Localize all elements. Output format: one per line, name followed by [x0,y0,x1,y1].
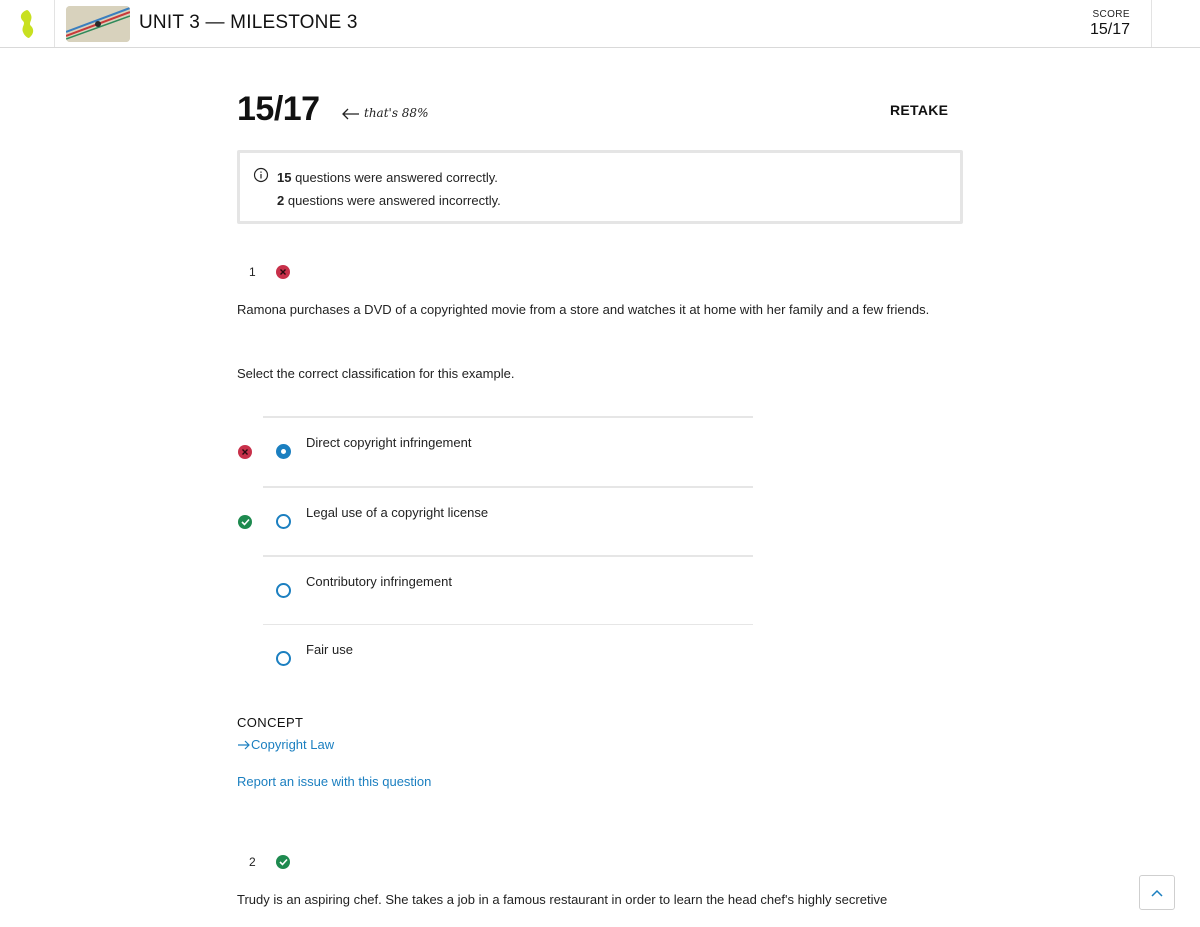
concept-link-text: Copyright Law [251,737,335,752]
incorrect-count: 2 [277,193,285,208]
header-score [1060,0,1152,47]
option-label: Legal use of a copyright license [306,505,489,520]
correct-status-icon [276,855,290,869]
retake-button[interactable]: RETAKE [890,102,949,118]
radio-selected[interactable] [276,444,291,459]
info-icon [253,167,269,183]
correct-count: 15 [277,170,292,185]
percent-note [340,106,428,120]
option-label: Contributory infringement [306,574,452,589]
answer-option[interactable] [263,555,753,624]
incorrect-text: questions were answered incorrectly. [284,193,501,208]
top-bar [0,0,1200,48]
report-issue-link[interactable]: Report an issue with this question [237,774,432,789]
arrow-right-icon [237,740,251,750]
answer-option[interactable] [263,416,753,485]
correct-summary [277,170,498,185]
question-number: 2 [249,855,256,869]
concept-link[interactable] [237,737,334,752]
scroll-to-top-button[interactable] [1139,875,1175,910]
radio-unselected[interactable] [276,583,291,598]
incorrect-summary [277,193,501,208]
question-instruction: Select the correct classification for this example. [237,366,515,381]
incorrect-status-icon [276,265,290,279]
sophia-logo-icon [15,8,39,40]
question-number: 1 [249,265,256,279]
question-prompt: Ramona purchases a DVD of a copyrighted movie from a store and watches it at home with her family and a few friends. [237,302,930,317]
curved-arrow-icon [340,106,360,120]
answer-option[interactable] [263,624,753,693]
score-value: 15/17 [1089,21,1130,38]
concept-label: CONCEPT [237,715,304,730]
correct-answer-icon [238,515,252,529]
answer-option[interactable] [263,486,753,555]
milestone-thumbnail [66,6,130,42]
chevron-up-icon [1151,889,1163,897]
big-score: 15/17 [237,90,320,128]
result-summary-box [237,150,963,224]
radio-unselected[interactable] [276,651,291,666]
incorrect-answer-icon [238,445,252,459]
unit-title: UNIT 3 — MILESTONE 3 [139,12,358,33]
option-label: Fair use [306,642,353,657]
question-prompt: Trudy is an aspiring chef. She takes a job in a famous restaurant in order to learn the head chef's highly secretive [237,892,888,907]
percent-note-text: that's 88% [364,106,429,120]
radio-unselected[interactable] [276,514,291,529]
option-label: Direct copyright infringement [306,435,472,450]
logo-cell[interactable] [0,0,55,47]
correct-text: questions were answered correctly. [291,170,498,185]
score-label: SCORE [1092,9,1130,20]
